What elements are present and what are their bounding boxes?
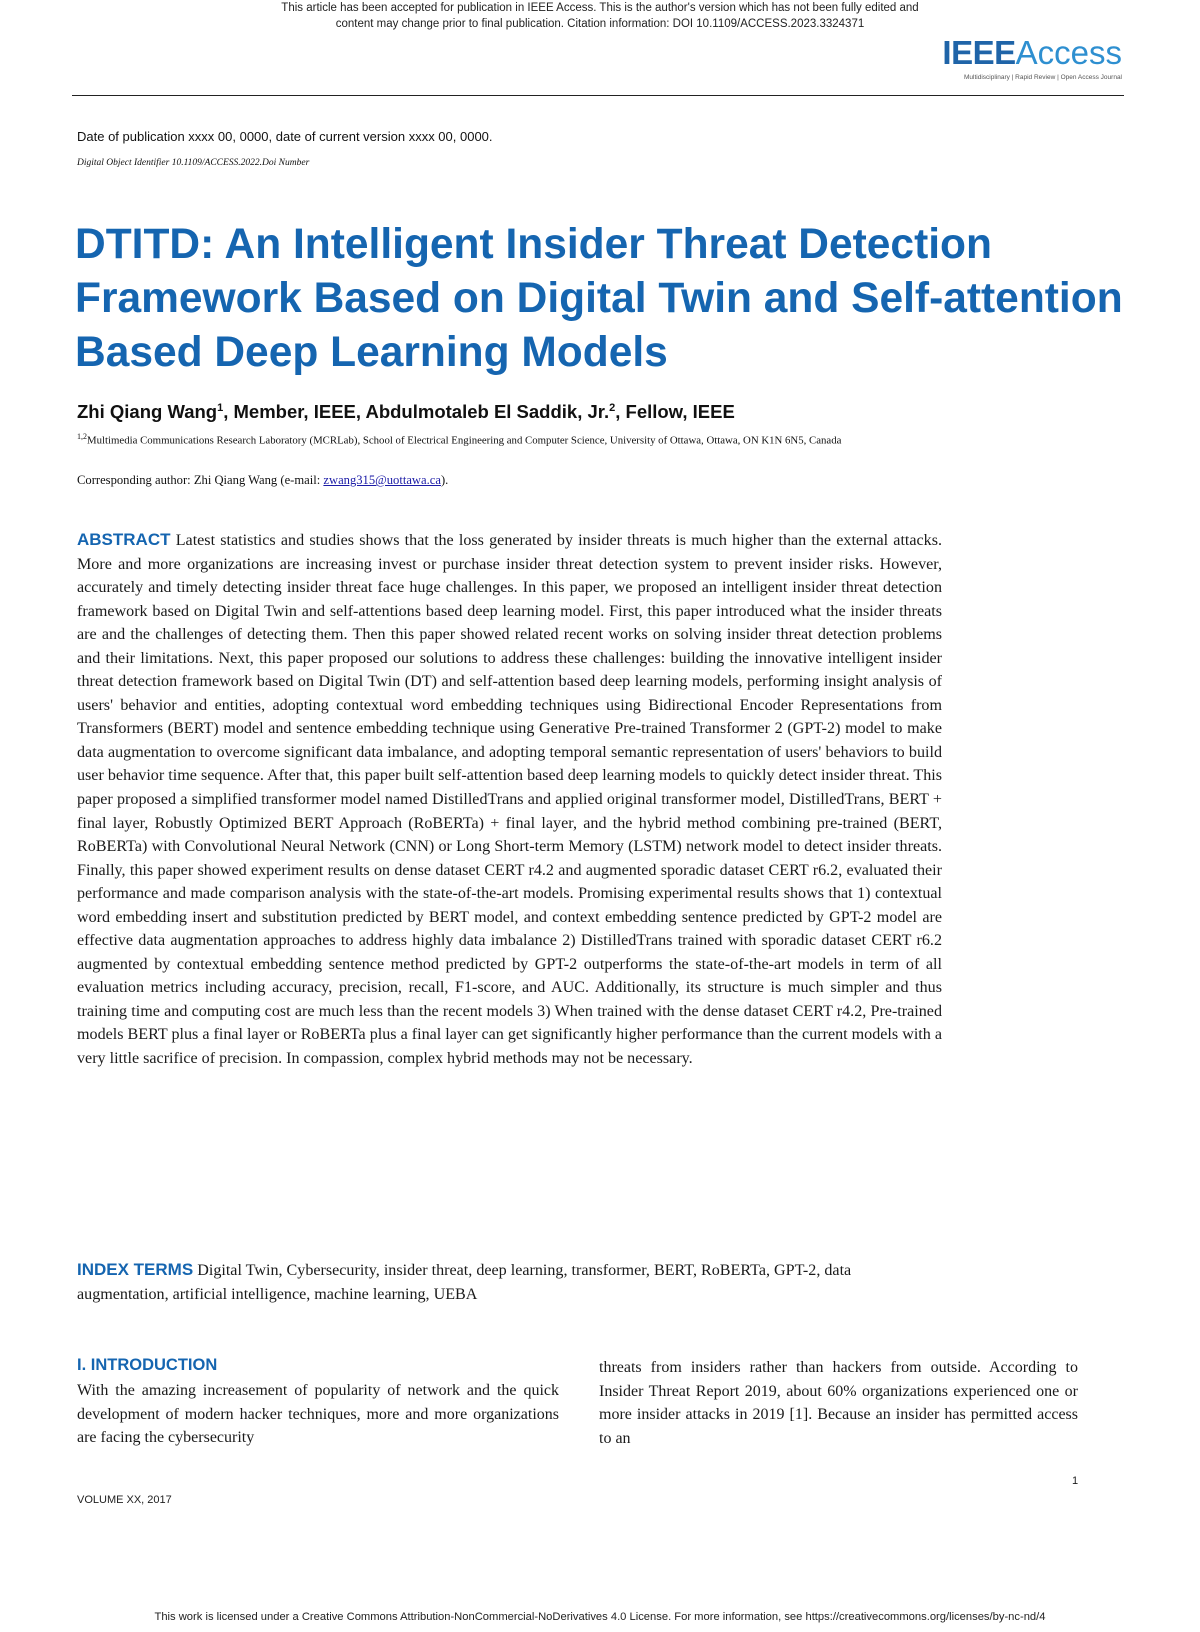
abstract-text: Latest statistics and studies shows that the loss generated by insider threats is much higher than the external attacks. More and more organizations are increasing invest or purchase insider threat detection system to prevent insider risks. However, accurately and timely detecting insider threat face huge challenges. In this paper, we proposed an intelligent insider threat detection framework based on Digital Twin and self-attentions based deep learning model. First, this paper introduced what the insider threats are and the challenges of detecting them. Then this paper showed related recent works on solving insider threat detection problems and their limitations. Next, this paper proposed our solutions to address these challenges: building the innovative intelligent insider threat detection framework based on Digital Twin (DT) and self-attention based deep learning models, performing insight analysis of users' behavior and entities, adopting contextual word embedding techniques using Bidirectional Encoder Representations from Transformers (BERT) model and sentence embedding technique using Generative Pre-trained Transformer 2 (GPT-2) model to make data augmentation to overcome significant data imbalance, and adopting temporal semantic representation of users' behaviors to build user behavior time sequence. After that, this paper built self-attention based deep learning models to quickly detect insider threat. This paper proposed a simplified transformer model named DistilledTrans and applied original transformer model, DistilledTrans, BERT + final layer, Robustly Optimized BERT Approach (RoBERTa) + final layer, and the hybrid method combining pre-trained (BERT, RoBERTa) with Convolutional Neural Network (CNN) or Long Short-term Memory (LSTM) network model to detect insider threats. Finally, this paper showed experiment results on dense dataset CERT r4.2 and augmented sporadic dataset CERT r6.2, evaluated their performance and made comparison analysis with the state-of-the-art models. Promising experimental results shows that 1) contextual word embedding insert and substitution predicted by BERT model, and context embedding sentence predicted by GPT-2 model are effective data augmentation approaches to address highly data imbalance 2) DistilledTrans trained with sporadic dataset CERT r6.2 augmented by contextual embedding sentence method predicted by GPT-2 outperforms the state-of-the-art models in term of all evaluation metrics including accuracy, precision, recall, F1-score, and AUC. Additionally, its structure is much simpler and thus training time and computing cost are much less than the recent models 3) When trained with the dense dataset CERT r4.2, Pre-trained models BERT plus a final layer or RoBERTa plus a final layer can get significantly higher performance than the current models with a very little sacrifice of precision. In compassion, complex hybrid methods may not be necessary. bbox=[77, 532, 943, 1068]
author-2-role: , Fellow, IEEE bbox=[615, 401, 735, 422]
author-1-sup: 1 bbox=[217, 401, 224, 414]
author-2-name: Abdulmotaleb El Saddik, Jr. bbox=[365, 401, 610, 422]
author-2-sup: 2 bbox=[609, 401, 616, 414]
affiliation bbox=[77, 428, 937, 450]
introduction-right-column: threats from insiders rather than hackers from outside. According to Insider Threat Report 2019, about 60% organizations experienced one or more insider attacks in 2019 [1]. Because an insider has permitted access to an bbox=[599, 1359, 1078, 1447]
license-notice: This work is licensed under a Creative Commons Attribution-NonCommercial-NoDerivatives 4.0 License. For more information, see https://creativecommons.org/licenses/by-nc-nd/4 bbox=[154, 1611, 1046, 1623]
header-divider bbox=[72, 95, 1124, 96]
corresponding-prefix: Corresponding author: Zhi Qiang Wang (e-mail: bbox=[77, 473, 324, 487]
index-terms-heading: INDEX TERMS bbox=[77, 1260, 194, 1279]
corresponding-author bbox=[77, 473, 448, 488]
logo-ieee: IEEE bbox=[942, 34, 1016, 71]
publication-date: Date of publication xxxx 00, 0000, date of current version xxxx 00, 0000. bbox=[77, 129, 493, 144]
logo-access: Access bbox=[1015, 34, 1122, 71]
author-1-role: , Member, IEEE, bbox=[223, 401, 366, 422]
introduction-heading: I. INTRODUCTION bbox=[77, 1356, 218, 1374]
paper-title: DTITD: An Intelligent Insider Threat Detection Framework Based on Digital Twin and Self-attention Based Deep Learning Models bbox=[75, 221, 1123, 376]
doi-line: Digital Object Identifier 10.1109/ACCESS.2022.Doi Number bbox=[77, 158, 310, 168]
affiliation-text: Multimedia Communications Research Laboratory (MCRLab), School of Electrical Engineering and Computer Science, University of Ottawa, Ottawa, ON K1N 6N5, Canada bbox=[87, 434, 842, 447]
logo-tagline: Multidisciplinary | Rapid Review | Open Access Journal bbox=[964, 74, 1122, 81]
banner-line-2: content may change prior to final publication. Citation information: DOI 10.1109/ACCESS.2023.3324371 bbox=[335, 18, 865, 30]
acceptance-banner bbox=[0, 0, 1200, 32]
corresponding-email-link[interactable]: zwang315@uottawa.ca bbox=[323, 473, 441, 487]
index-terms-text: Digital Twin, Cybersecurity, insider threat, deep learning, transformer, BERT, RoBERTa, GPT-2, data augmentation, artificial intelligence, machine learning, UEBA bbox=[77, 1262, 852, 1303]
introduction-left-column: With the amazing increasement of popularity of network and the quick development of modern hacker techniques, more and more organizations are facing the cybersecurity bbox=[77, 1382, 559, 1447]
index-terms-section bbox=[77, 1258, 942, 1306]
author-1-name: Zhi Qiang Wang bbox=[77, 401, 218, 422]
abstract-section bbox=[77, 528, 942, 1071]
volume-label: VOLUME XX, 2017 bbox=[77, 1494, 172, 1506]
banner-line-1: This article has been accepted for publication in IEEE Access. This is the author's version which has not been fully edited and bbox=[281, 2, 919, 14]
abstract-heading: ABSTRACT bbox=[77, 530, 171, 549]
journal-logo bbox=[942, 36, 1122, 81]
page-number: 1 bbox=[1072, 1475, 1079, 1487]
author-list bbox=[77, 401, 735, 423]
corresponding-suffix: ). bbox=[440, 473, 449, 487]
affiliation-sup: 1,2 bbox=[77, 432, 87, 441]
